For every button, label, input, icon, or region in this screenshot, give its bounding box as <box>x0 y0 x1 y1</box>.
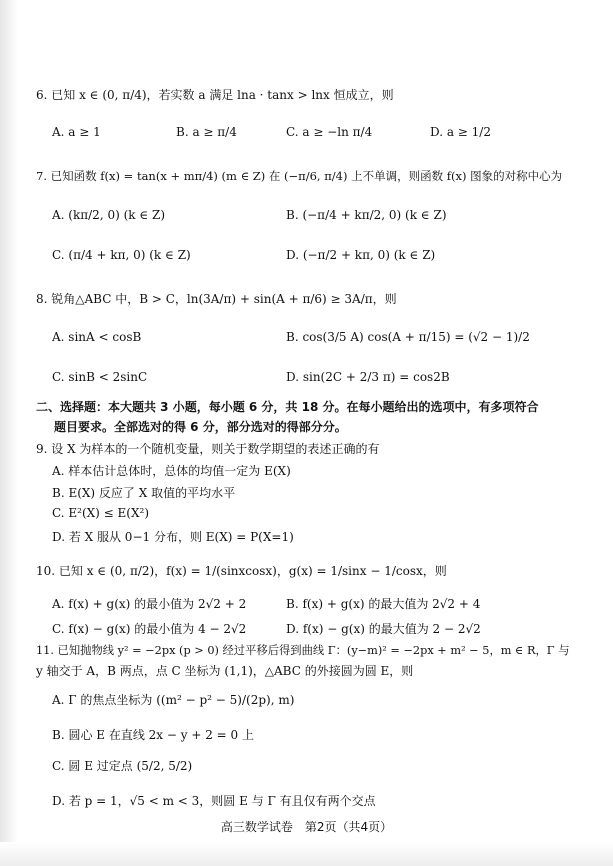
q7-option-a: A. (kπ/2, 0) (k ∈ Z) <box>52 208 166 222</box>
q7-option-d: D. (−π/2 + kπ, 0) (k ∈ Z) <box>286 248 436 262</box>
q10-stem: 10. 已知 x ∈ (0, π/2)，f(x) = 1/(sinxcosx)，g(x) = 1/sinx − 1/cosx，则 <box>36 564 447 578</box>
q10-option-c: C. f(x) − g(x) 的最小值为 4 − 2√2 <box>52 622 247 636</box>
q7-option-c: C. (π/4 + kπ, 0) (k ∈ Z) <box>52 248 191 262</box>
q11-option-c: C. 圆 E 过定点 (5/2, 5/2) <box>52 759 193 773</box>
q6-option-a: A. a ≥ 1 <box>52 125 101 139</box>
q8-stem: 8. 锐角△ABC 中，B > C，ln(3A/π) + sin(A + π/6) ≥ 3A/π，则 <box>36 292 397 306</box>
q8-option-c: C. sinB < 2sinC <box>52 370 148 384</box>
q11-option-b: B. 圆心 E 在直线 2x − y + 2 = 0 上 <box>52 728 254 742</box>
q9-option-c: C. E²(X) ≤ E(X²) <box>52 506 150 520</box>
q8-option-a: A. sinA < cosB <box>52 330 142 344</box>
q7-stem: 7. 已知函数 f(x) = tan(x + mπ/4) (m ∈ Z) 在 (−π/6, π/4) 上不单调，则函数 f(x) 图象的对称中心为 <box>36 169 563 183</box>
scan-shadow-left <box>0 0 18 866</box>
q8-option-d: D. sin(2C + 2/3 π) = cos2B <box>286 370 450 384</box>
q8-option-b: B. cos(3/5 A) cos(A + π/15) = (√2 − 1)/2 <box>286 330 530 344</box>
q6-option-d: D. a ≥ 1/2 <box>430 125 491 139</box>
section2-line1: 二、选择题：本大题共 3 小题，每小题 6 分，共 18 分。在每小题给出的选项中，有多项符合 <box>36 400 539 414</box>
q10-option-a: A. f(x) + g(x) 的最小值为 2√2 + 2 <box>52 597 247 611</box>
q11-option-a: A. Γ 的焦点坐标为 ((m² − p² − 5)/(2p), m) <box>52 693 295 707</box>
q10-option-d: D. f(x) − g(x) 的最大值为 2 − 2√2 <box>286 622 481 636</box>
q7-option-b: B. (−π/4 + kπ/2, 0) (k ∈ Z) <box>286 208 447 222</box>
q9-option-a: A. 样本估计总体时，总体的均值一定为 E(X) <box>52 464 291 478</box>
q11-stem-line1: 11. 已知抛物线 y² = −2px (p > 0) 经过平移后得到曲线 Γ：(y−m)² = −2px + m² − 5，m ∈ R，Γ 与 <box>36 644 570 657</box>
q10-option-b: B. f(x) + g(x) 的最大值为 2√2 + 4 <box>286 597 481 611</box>
scan-shadow-bottom <box>0 842 613 866</box>
q9-stem: 9. 设 X 为样本的一个随机变量，则关于数学期望的表述正确的有 <box>36 442 380 456</box>
q9-option-d: D. 若 X 服从 0−1 分布，则 E(X) = P(X=1) <box>52 530 294 544</box>
q6-stem: 6. 已知 x ∈ (0, π/4)，若实数 a 满足 lna · tanx > lnx 恒成立，则 <box>36 88 394 102</box>
q11-stem-line2: y 轴交于 A，B 两点，点 C 坐标为 (1,1)，△ABC 的外接圆为圆 E，则 <box>36 664 414 678</box>
q6-option-c: C. a ≥ −ln π/4 <box>286 125 373 139</box>
q11-option-d: D. 若 p = 1，√5 < m < 3，则圆 E 与 Γ 有且仅有两个交点 <box>52 794 376 808</box>
section2-line2: 题目要求。全部选对的得 6 分，部分选对的得部分分。 <box>54 420 347 434</box>
q6-option-b: B. a ≥ π/4 <box>176 125 237 139</box>
page-footer: 高三数学试卷 第2页（共4页） <box>220 820 393 834</box>
q9-option-b: B. E(X) 反应了 X 取值的平均水平 <box>52 486 236 500</box>
